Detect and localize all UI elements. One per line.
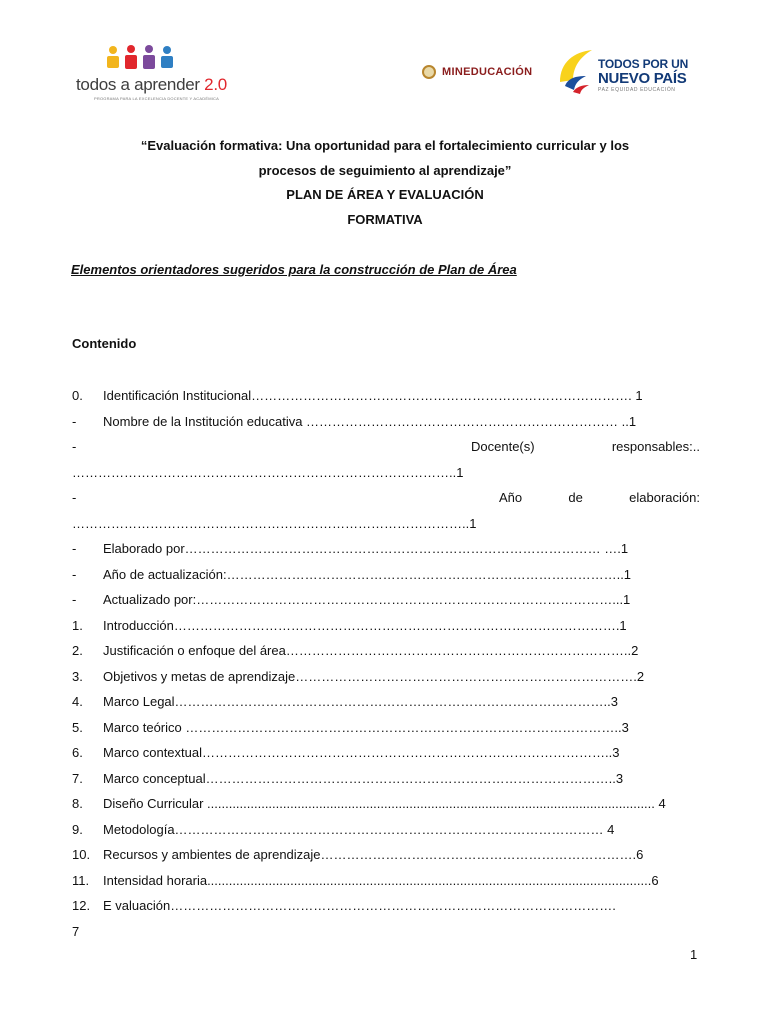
toc-number: 7. — [72, 770, 83, 786]
toc-text: Diseño Curricular ............................................................................................................................ 4 — [103, 796, 666, 811]
section-subtitle: Elementos orientadores sugeridos para la construcción de Plan de Área — [71, 262, 517, 277]
page-number: 1 — [690, 947, 698, 962]
toc-entry — [72, 383, 700, 409]
colombia-flag-swoosh-icon — [556, 48, 596, 94]
toc-number: 2. — [72, 643, 83, 658]
coat-of-arms-icon — [422, 65, 436, 79]
toc-number: - — [72, 592, 77, 607]
logo-line-2: NUEVO PAÍS — [598, 70, 687, 87]
toc-continuation: ……………………………………………………………………………..1 — [72, 464, 464, 480]
toc-entry — [72, 715, 700, 741]
document-title — [70, 134, 700, 232]
brand-text: todos a aprender 2.0 — [76, 75, 227, 94]
toc-number: 9. — [72, 821, 83, 837]
toc-text: Marco teórico ………………………………………………………………………………………..3 — [103, 719, 629, 735]
toc-entry — [72, 689, 700, 715]
toc-entry — [72, 536, 700, 562]
title-line-1: “Evaluación formativa: Una oportunidad para el fortalecimiento curricular y los — [140, 138, 630, 153]
toc-number: 5. — [72, 719, 83, 735]
title-line-3: PLAN DE ÁREA Y EVALUACIÓN — [286, 187, 484, 202]
toc-number: - — [72, 566, 77, 582]
toc-entry — [72, 893, 700, 919]
toc-text: Año — [499, 490, 523, 505]
toc-number: 8. — [72, 796, 83, 811]
toc-number: - — [72, 490, 77, 505]
toc-continuation: ………………………………………………………………………………..1 — [72, 515, 477, 531]
toc-text: Introducción………………………………………………………………………………………….1 — [103, 617, 627, 633]
toc-text: Elaborado por…………………………………………………………………………………… ….1 — [103, 541, 629, 556]
toc-entry — [72, 613, 700, 639]
toc-entry — [72, 740, 700, 766]
toc-number: 10. — [72, 847, 91, 862]
toc-entry — [72, 434, 700, 460]
toc-text: Metodología……………………………………………………………………………………… 4 — [103, 821, 615, 837]
toc-entry — [72, 485, 700, 511]
toc-number: 0. — [72, 388, 83, 403]
mineducacion-logo — [410, 60, 546, 84]
toc-text: responsables:.. — [611, 439, 700, 454]
todos-por-un-nuevo-pais-logo — [556, 48, 700, 100]
toc-text: Recursos y ambientes de aprendizaje……………………………………………………………….6 — [103, 847, 644, 862]
toc-number: - — [72, 413, 77, 429]
toc-text: Actualizado por:……………………………………………………………………………………...1 — [103, 592, 631, 607]
logo-line-1: TODOS POR UN — [598, 57, 689, 71]
toc-continuation: 7 — [72, 923, 80, 939]
toc-entry — [72, 766, 700, 792]
title-line-2: procesos de seguimiento al aprendizaje” — [258, 162, 512, 178]
children-figures-icon — [104, 44, 176, 74]
toc-number: 1. — [72, 617, 83, 633]
toc-text: de — [568, 490, 583, 505]
toc-text: Marco Legal………………………………………………………………………………………..3 — [103, 694, 618, 709]
toc-number: - — [72, 439, 77, 454]
toc-number: - — [72, 541, 77, 556]
toc-entry — [72, 817, 700, 843]
brand-tagline: PROGRAMA PARA LA EXCELENCIA DOCENTE Y ACADÉMICA — [94, 96, 219, 101]
contents-heading: Contenido — [72, 336, 137, 351]
toc-number: 6. — [72, 745, 83, 760]
toc-entry — [72, 562, 700, 588]
title-line-4: FORMATIVA — [347, 211, 423, 227]
toc-entry — [72, 842, 700, 868]
toc-entry — [72, 664, 700, 690]
toc-number: 12. — [72, 898, 91, 913]
toc-entry — [72, 791, 700, 817]
mineducacion-label: MINEDUCACIÓN — [442, 66, 533, 78]
toc-text: Marco contextual…………………………………………………………………………………..3 — [103, 745, 620, 760]
toc-number: 3. — [72, 668, 83, 684]
toc-text: Justificación o enfoque del área……………………………………………………………………..2 — [103, 643, 639, 658]
logo-line-3: PAZ EQUIDAD EDUCACIÓN — [598, 87, 676, 93]
toc-text: E valuación…………………………………………………………………………………………. — [103, 898, 616, 913]
toc-text: Intensidad horaria...........................................................................................................................6 — [103, 872, 659, 888]
toc-text: Objetivos y metas de aprendizaje…………………………………………………………………….2 — [103, 668, 645, 684]
toc-number: 4. — [72, 694, 83, 709]
toc-entry — [72, 638, 700, 664]
toc-text: Marco conceptual…………………………………………………………………………………..3 — [103, 770, 624, 786]
toc-entry — [72, 587, 700, 613]
toc-text: Año de actualización:………………………………………………………………………………..1 — [103, 566, 632, 582]
toc-entry — [72, 868, 700, 894]
todos-a-aprender-logo — [70, 44, 227, 108]
toc-text: elaboración: — [629, 490, 700, 505]
toc-entry — [72, 409, 700, 435]
toc-text: Docente(s) — [471, 439, 535, 454]
toc-number: 11. — [72, 872, 90, 888]
toc-text: Identificación Institucional……………………………………………………………………………. 1 — [103, 388, 643, 403]
toc-text: Nombre de la Institución educativa ……………………………………………………………… ..1 — [103, 413, 637, 429]
table-of-contents — [72, 383, 700, 944]
